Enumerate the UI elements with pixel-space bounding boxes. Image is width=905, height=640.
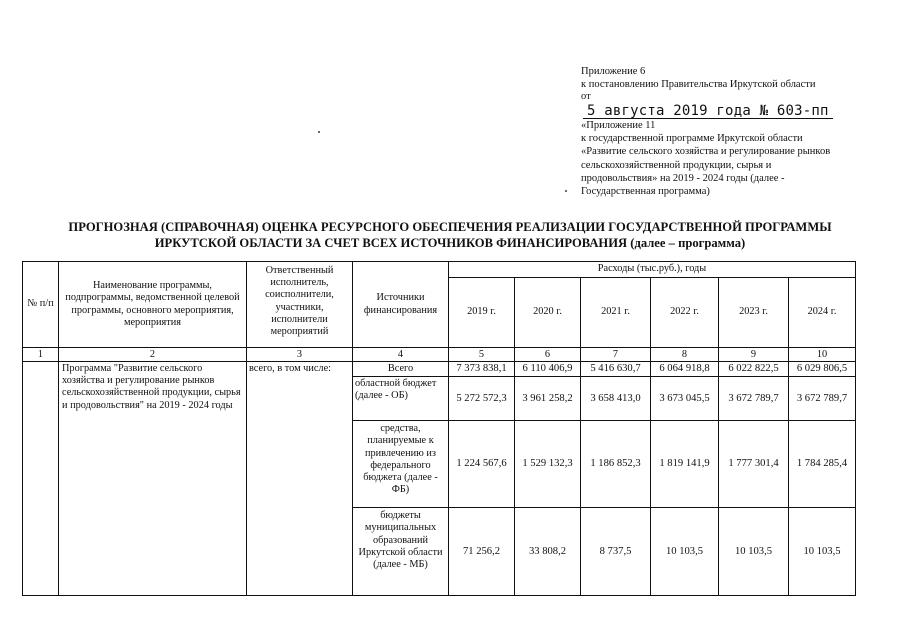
annex-date-prefix: от xyxy=(581,91,591,102)
resource-table xyxy=(22,261,856,596)
header-year-2023: 2023 г. xyxy=(719,278,789,348)
header-sources: Источники финансирования xyxy=(353,262,449,348)
value-cell: 7 373 838,1 xyxy=(449,362,515,377)
annex-line-3 xyxy=(581,91,841,119)
handwritten-date-number: 5 августа 2019 года № 603-пп xyxy=(583,104,833,119)
value-cell: 5 272 572,3 xyxy=(449,377,515,421)
header-name: Наименование программы, подпрограммы, ведомственной целевой программы, основного мероприятия, мероприятия xyxy=(59,262,247,348)
header-row-1 xyxy=(23,262,856,278)
column-index: 5 xyxy=(449,348,515,362)
header-year-2022: 2022 г. xyxy=(651,278,719,348)
value-cell: 10 103,5 xyxy=(789,508,856,596)
value-cell: 3 658 413,0 xyxy=(581,377,651,421)
value-cell: 1 529 132,3 xyxy=(515,421,581,508)
annex-line-2: к постановлению Правительства Иркутской области xyxy=(581,78,816,90)
annex-reference xyxy=(581,119,843,198)
column-index: 9 xyxy=(719,348,789,362)
table-row-total xyxy=(23,362,856,377)
value-cell: 3 961 258,2 xyxy=(515,377,581,421)
value-cell: 3 672 789,7 xyxy=(789,377,856,421)
column-index: 7 xyxy=(581,348,651,362)
value-cell: 33 808,2 xyxy=(515,508,581,596)
column-index: 3 xyxy=(247,348,353,362)
value-cell: 71 256,2 xyxy=(449,508,515,596)
header-year-2020: 2020 г. xyxy=(515,278,581,348)
annex-reference-line: сельскохозяйственной продукции, сырья и xyxy=(581,159,772,171)
value-cell: 3 672 789,7 xyxy=(719,377,789,421)
column-index-row xyxy=(23,348,856,362)
title-line-1: ПРОГНОЗНАЯ (СПРАВОЧНАЯ) ОЦЕНКА РЕСУРСНОГО ОБЕСПЕЧЕНИЯ РЕАЛИЗАЦИИ ГОСУДАРСТВЕННОЙ ПРОГРАММЫ xyxy=(68,220,832,234)
value-cell: 5 416 630,7 xyxy=(581,362,651,377)
value-cell: 6 029 806,5 xyxy=(789,362,856,377)
value-cell: 6 022 822,5 xyxy=(719,362,789,377)
document-title xyxy=(20,219,880,251)
annex-header xyxy=(581,66,841,119)
scan-speck xyxy=(565,190,567,192)
column-index: 4 xyxy=(353,348,449,362)
value-cell: 10 103,5 xyxy=(719,508,789,596)
header-expenses: Расходы (тыс.руб.), годы xyxy=(449,262,856,278)
column-index: 1 xyxy=(23,348,59,362)
value-cell: 3 673 045,5 xyxy=(651,377,719,421)
source-total: Всего xyxy=(353,362,449,377)
program-name: Программа "Развитие сельского хозяйства и регулирование рынков сельскохозяйственной продукции, сырья и продовольствия" на 2019 - 2024 годы xyxy=(59,362,247,596)
value-cell: 1 784 285,4 xyxy=(789,421,856,508)
value-cell: 1 819 141,9 xyxy=(651,421,719,508)
value-cell: 6 110 406,9 xyxy=(515,362,581,377)
annex-reference-line: Государственная программа) xyxy=(581,186,710,198)
source-ob: областной бюджет (далее - ОБ) xyxy=(353,377,449,421)
annex-reference-line: «Приложение 11 xyxy=(581,120,656,131)
value-cell: 10 103,5 xyxy=(651,508,719,596)
annex-reference-line: «Развитие сельского хозяйства и регулирование рынков xyxy=(581,146,831,158)
header-responsible: Ответственный исполнитель, соисполнители, участники, исполнители мероприятий xyxy=(247,262,353,348)
value-cell: 1 224 567,6 xyxy=(449,421,515,508)
header-year-2021: 2021 г. xyxy=(581,278,651,348)
value-cell: 8 737,5 xyxy=(581,508,651,596)
program-num-cell xyxy=(23,362,59,596)
title-line-2: ИРКУТСКОЙ ОБЛАСТИ ЗА СЧЕТ ВСЕХ ИСТОЧНИКОВ ФИНАНСИРОВАНИЯ (далее – программа) xyxy=(154,236,746,250)
header-year-2019: 2019 г. xyxy=(449,278,515,348)
column-index: 2 xyxy=(59,348,247,362)
column-index: 8 xyxy=(651,348,719,362)
value-cell: 1 777 301,4 xyxy=(719,421,789,508)
column-index: 6 xyxy=(515,348,581,362)
column-index: 10 xyxy=(789,348,856,362)
header-year-2024: 2024 г. xyxy=(789,278,856,348)
program-responsible: всего, в том числе: xyxy=(247,362,353,596)
annex-reference-line: к государственной программе Иркутской области xyxy=(581,133,803,145)
source-fb: средства, планируемые к привлечению из федерального бюджета (далее - ФБ) xyxy=(353,421,449,508)
value-cell: 6 064 918,8 xyxy=(651,362,719,377)
source-mb: бюджеты муниципальных образований Иркутской области (далее - МБ) xyxy=(353,508,449,596)
value-cell: 1 186 852,3 xyxy=(581,421,651,508)
header-num: № п/п xyxy=(23,262,59,348)
scan-speck xyxy=(318,131,320,133)
annex-line-1: Приложение 6 xyxy=(581,66,646,77)
annex-reference-line: продовольствия» на 2019 - 2024 годы (далее - xyxy=(581,172,785,184)
